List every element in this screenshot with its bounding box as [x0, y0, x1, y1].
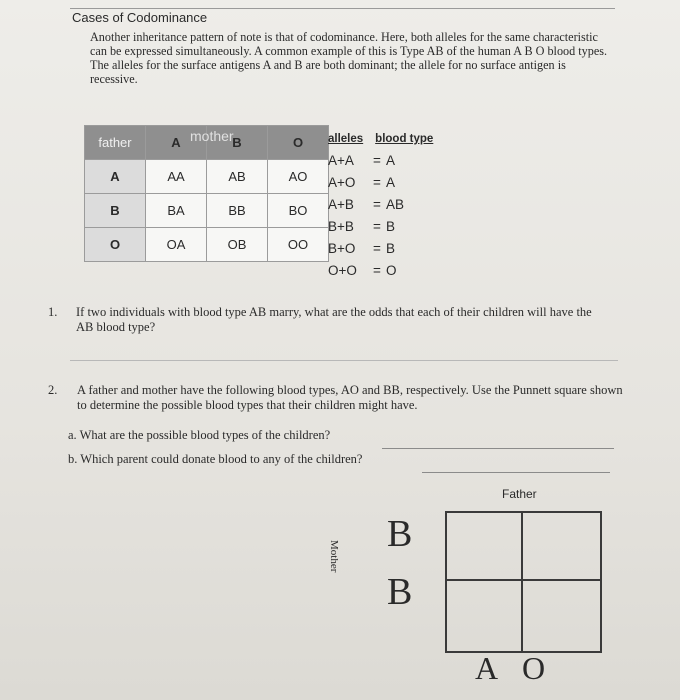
- table-cell: AA: [146, 160, 207, 194]
- alleles-header: alleles: [328, 133, 364, 145]
- key-row: B+O = B: [328, 241, 396, 256]
- question-number: 2.: [48, 383, 58, 397]
- table-cell: OO: [268, 228, 329, 262]
- answer-line[interactable]: [70, 360, 618, 361]
- mother-label: Mother: [328, 540, 340, 573]
- question-1: [48, 305, 610, 335]
- codominance-table: [84, 125, 329, 262]
- key-row: A+B = AB: [328, 197, 405, 212]
- table-cell: OB: [207, 228, 268, 262]
- table-cell: OA: [146, 228, 207, 262]
- intro-paragraph: Another inheritance pattern of note is that of codominance. Here, both alleles for the same characteristic can be expressed simultaneously. A common example of this is Type AB of the human A B O blood types. The alleles for the surface antigens A and B are both dominant; the allele for no surface antigen is recessive.: [90, 30, 608, 86]
- father-label: Father: [502, 487, 537, 501]
- allele-key: [328, 133, 445, 285]
- father-allele-b: B: [85, 194, 146, 228]
- table-cell: BO: [268, 194, 329, 228]
- mother-allele-b: B: [207, 126, 268, 160]
- question-number: 1.: [48, 305, 58, 319]
- table-cell: BB: [207, 194, 268, 228]
- grid-divider: [521, 513, 523, 651]
- table-cell: AB: [207, 160, 268, 194]
- answer-line[interactable]: [422, 472, 610, 473]
- punnett-cell[interactable]: [447, 513, 521, 579]
- punnett-square: [445, 511, 602, 653]
- mother-allele-a: A: [146, 126, 207, 160]
- father-allele-o: O: [85, 228, 146, 262]
- punnett-cell[interactable]: [523, 581, 600, 651]
- key-row: A+A = A: [328, 153, 396, 168]
- mother-allele-1: B: [387, 513, 413, 555]
- page-title: Cases of Codominance: [72, 10, 208, 25]
- mother-allele-2: B: [387, 571, 413, 613]
- father-allele-a: A: [85, 160, 146, 194]
- punnett-cell[interactable]: [447, 581, 521, 651]
- punnett-cell[interactable]: [523, 513, 600, 579]
- table-cell: BA: [146, 194, 207, 228]
- question-2: [48, 383, 630, 413]
- blood-type-header: blood type: [375, 133, 434, 145]
- answer-line[interactable]: [382, 448, 614, 449]
- key-row: O+O = O: [328, 263, 397, 278]
- mother-allele-o: O: [268, 126, 329, 160]
- father-header: father: [85, 126, 146, 160]
- question-2a: a. What are the possible blood types of the children?: [68, 428, 331, 442]
- question-text: A father and mother have the following blood types, AO and BB, respectively. Use the Punnett square shown to determine the possible blood types that their children might have.: [77, 383, 623, 412]
- top-rule: [70, 8, 615, 9]
- table-cell: AO: [268, 160, 329, 194]
- question-text: If two individuals with blood type AB marry, what are the odds that each of their children will have the AB blood type?: [76, 305, 592, 334]
- key-row: A+O = A: [328, 175, 396, 190]
- grid-divider: [447, 579, 600, 581]
- key-header: [328, 133, 445, 145]
- father-allele-2: O: [522, 650, 546, 686]
- father-allele-1: A: [475, 650, 499, 686]
- mother-header: mother: [190, 128, 234, 144]
- key-row: B+B = B: [328, 219, 396, 234]
- question-2b: b. Which parent could donate blood to any of the children?: [68, 452, 363, 466]
